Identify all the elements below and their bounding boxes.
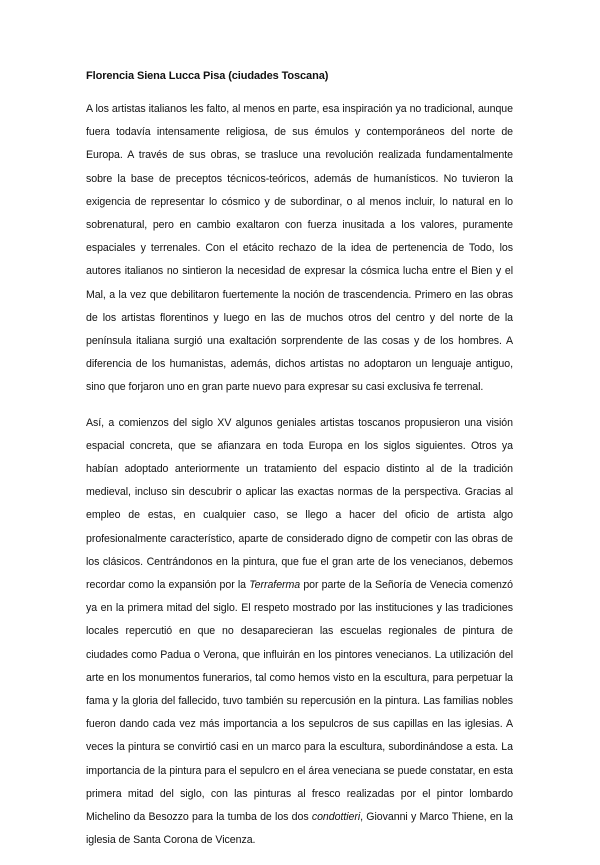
document-page bbox=[86, 68, 513, 865]
paragraph-1: A los artistas italianos les falto, al menos en parte, esa inspiración ya no tradicional, aunque fuera todavía intensamente religiosa, de sus émulos y contemporáneos del norte de Europa. A través de sus obras, se trasluce una revolución realizada fundamentalmente sobre la base de preceptos técnicos-teóricos, además de humanísticos. No tuvieron la exigencia de representar lo cósmico y de subordinar, o al menos incluir, lo natural en lo sobrenatural, pero en cambio exaltaron con fuerza inusitada a los valores, puramente espaciales y terrenales. Con el etácito rechazo de la idea de pertenencia de Todo, los autores italianos no sintieron la necesidad de expresar la cósmica lucha entre el Bien y el Mal, a la vez que debilitaron fuertemente la noción de trascendencia. Primero en las obras de los artistas florentinos y luego en las de muchos otros del centro y del norte de la península italiana surgió una exaltación sorprendente de las cosas y de los hombres. A diferencia de los humanistas, además, dichos artistas no adoptaron un lenguaje antiguo, sino que forjaron uno en gran parte nuevo para expresar su casi exclusiva fe terrenal. bbox=[86, 103, 513, 394]
paragraph-2-text-part-2: por parte de la Señoría de Venecia comenzó ya en la primera mitad del siglo. El respeto mostrado por las instituciones y las tradiciones locales repercutió en que no desaparecieran las escuelas regionales de pintura de ciudades como Padua o Verona, que influirán en los pintores venecianos. La utilización del arte en los monumentos funerarios, tal como hemos visto en la escultura, para perpetuar la fama y la gloria del fallecido, tuvo también su repercusión en la pintura. Las familias nobles fueron dando cada vez más importancia a los sepulcros de sus capillas en las iglesias. A veces la pintura se convirtió casi en un marco para la escultura, subordinándose a esta. La importancia de la pintura para el sepulcro en el área veneciana se puede constatar, en esta primera mitad del siglo, con las pinturas al fresco realizadas por el pintor lombardo Michelino da Besozzo para la tumba de los dos bbox=[86, 579, 513, 824]
term-terraferma: Terraferma bbox=[249, 579, 301, 592]
paragraph-2-text-part-1: Así, a comienzos del siglo XV algunos geniales artistas toscanos propusieron una visión espacial concreta, que se afianzara en toda Europa en los siglos siguientes. Otros ya habían adoptado anteriormente un tratamiento del espacio distinto al de la tradición medieval, incluso sin descubrir o aplicar las exactas normas de la perspectiva. Gracias al empleo de estas, en cualquier caso, se llego a hacer del oficio de artista algo profesionalmente característico, aparte de considerado digno de competir con las obras de los clásicos. Centrándonos en la pintura, que fue el gran arte de los venecianos, debemos recordar como la expansión por la bbox=[86, 416, 513, 592]
document-title: Florencia Siena Lucca Pisa (ciudades Toscana) bbox=[86, 70, 329, 82]
paragraph-2 bbox=[86, 412, 513, 853]
term-condottieri: condottieri bbox=[311, 811, 361, 824]
paragraph-2-text-part-3: , Giovanni y Marco Thiene, en la iglesia de Santa Corona de Vicenza. bbox=[86, 811, 514, 847]
